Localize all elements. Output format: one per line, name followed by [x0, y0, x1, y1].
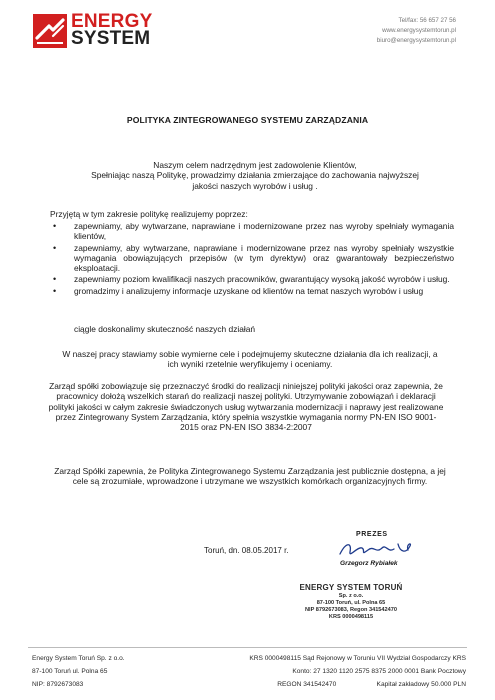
bullet-icon: •: [53, 274, 57, 285]
footer-nip: NIP: 8792673083: [32, 681, 84, 688]
bullet-continuation: ciągle doskonalimy skuteczność naszych działań: [74, 324, 256, 334]
contact-block: [377, 16, 456, 46]
stamp-line: 87-100 Toruń, ul. Polna 65: [316, 600, 386, 606]
policy-bullet-list: [50, 221, 454, 297]
intro-line-1: Naszym celem nadrzędnym jest zadowolenie Klientów,: [153, 160, 357, 170]
stamp-line: Sp. z o.o.: [338, 593, 364, 599]
company-stamp: [276, 583, 426, 621]
bullet-text: zapewniamy, aby wytwarzane, naprawiane i modernizowane przez nas wyroby spełniały wymagania klientów,: [74, 221, 454, 242]
company-logo: [33, 11, 203, 49]
place-date: Toruń, dn. 08.05.2017 r.: [204, 546, 289, 555]
footer-address: 87-100 Toruń ul. Polna 65: [32, 668, 108, 675]
contact-email[interactable]: biuro@energysystemtorun.pl: [376, 37, 456, 44]
stamp-line: NIP 8792673083, Regon 341542470: [305, 607, 397, 613]
bullet-icon: •: [53, 221, 57, 231]
footer-company: Energy System Toruń Sp. z o.o.: [32, 655, 125, 662]
paragraph-commitment: Zarząd spółki zobowiązuje się przeznaczyć środki do realizacji niniejszej polityki jakości oraz zapewnia, że pracownicy dołożą wszelkich starań do realizacji naszej polityki. Utrzymywanie zobowiązań i deklaracji polityki jakości w całym zakresie świadczonych usług wytwarzania modernizacji i naprawy jest realizowane przez Zintegrowany System Zarządzania, który spełnia wszystkie wymagania normy PN-EN ISO 9001-2015 oraz PN-EN ISO 3834-2:2007: [48, 381, 444, 433]
paragraph-availability: Zarząd Spółki zapewnia, że Polityka Zintegrowanego Systemu Zarządzania jest publicznie dostępna, a jej cele są zrozumiałe, wprowadzone i utrzymane we wszystkich komórkach organizacyjnych firmy.: [54, 466, 446, 487]
bullet-text: gromadzimy i analizujemy informacje uzyskane od klientów na temat naszych wyrobów i usług: [74, 285, 424, 296]
signature-role: PREZES: [356, 531, 388, 538]
footer-divider: [28, 647, 467, 648]
energy-logo-icon: [33, 14, 67, 48]
brand-line-2: SYSTEM: [71, 28, 151, 49]
bullet-text: zapewniamy, aby wytwarzane, naprawiane i modernizowane przez nas wyroby spełniały wszystkie wymagania obowiązujących przepisów (w tym dyrektyw) oraz gwarantowały bezpieczeństwo eksploatacji.: [74, 242, 454, 274]
list-item: [50, 286, 454, 296]
intro-line-3: jakości naszych wyrobów i usług .: [192, 180, 318, 191]
list-item: [50, 243, 454, 274]
footer-regon: REGON 341542470 Kapitał zakładowy 50.000 PLN: [277, 681, 466, 688]
brand-line-1: ENERGY: [71, 11, 153, 32]
bullet-icon: •: [53, 285, 57, 296]
list-item: [50, 274, 454, 284]
paragraph-goals: W naszej pracy stawiamy sobie wymierne cele i podejmujemy skuteczne działania dla ich realizacji, a ich wyniki rzetelnie weryfikujemy i oceniamy.: [62, 349, 438, 370]
footer-right: [249, 652, 466, 691]
intro-line-2: Spełniając naszą Politykę, prowadzimy działania zmierzające do zachowania najwyższej: [91, 170, 419, 181]
contact-website[interactable]: www.energysystemtorun.pl: [382, 27, 456, 34]
brand-wordmark: [71, 13, 152, 47]
policy-lead: Przyjętą w tym zakresie politykę realizujemy poprzez:: [50, 209, 248, 219]
document-title: POLITYKA ZINTEGROWANEGO SYSTEMU ZARZĄDZANIA: [126, 115, 369, 125]
list-item: [50, 221, 454, 242]
contact-phone: Tel/fax: 56 657 27 56: [398, 17, 456, 24]
footer-account: Konto: 27 1320 1120 2575 8375 2000 0001 Bank Pocztowy: [292, 668, 466, 675]
footer-krs: KRS 0000498115 Sąd Rejonowy w Toruniu VII Wydział Gospodarczy KRS: [249, 655, 466, 662]
footer-left: [32, 652, 125, 691]
stamp-company-name: ENERGY SYSTEM TORUŃ: [299, 583, 403, 592]
signer-name: Grzegorz Rybiałek: [340, 560, 398, 567]
bullet-icon: •: [53, 242, 57, 253]
bullet-text: zapewniamy poziom kwalifikacji naszych pracowników, gwarantujący wysoką jakość wyrobów i usług.: [74, 274, 450, 285]
handwritten-signature: [336, 538, 426, 560]
intro-paragraph: [91, 160, 419, 191]
stamp-line: KRS 0000498115: [328, 614, 374, 620]
